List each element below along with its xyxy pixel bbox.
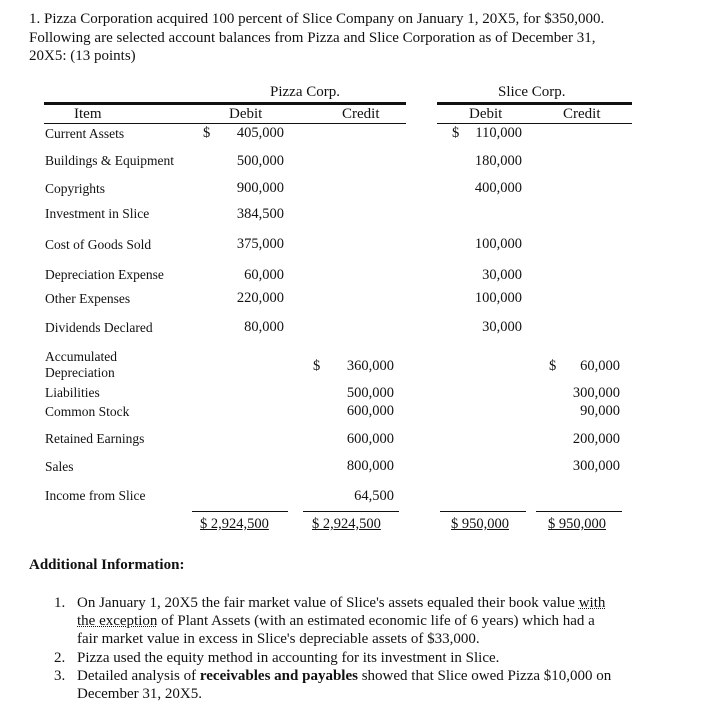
slice-debit-value: 30,000	[482, 319, 522, 335]
slice-debit-value: 110,000	[475, 125, 522, 141]
currency-symbol: $	[313, 358, 321, 374]
total-rule-pizza-credit	[303, 511, 399, 512]
total-slice-credit: $ 950,000	[548, 516, 606, 532]
list-number: 3.	[54, 668, 66, 684]
col-header-pizza-debit: Debit	[229, 106, 263, 122]
pizza-credit-value: 360,000	[346, 358, 394, 374]
pizza-debit-value: 375,000	[236, 236, 284, 252]
row-label: Common Stock	[45, 404, 130, 419]
col-header-item: Item	[74, 106, 102, 122]
list-item-2-line-1: Pizza used the equity method in accounting for its investment in Slice.	[77, 650, 500, 666]
slice-credit-value: 300,000	[572, 385, 620, 401]
total-rule-slice-debit	[440, 511, 526, 512]
currency-symbol: $	[203, 125, 211, 141]
additional-heading: Additional Information:	[29, 557, 185, 573]
question-line-2: Following are selected account balances from Pizza and Slice Corporation as of December 31,	[29, 30, 596, 46]
pizza-credit-value: 500,000	[346, 385, 394, 401]
subheader-rule-slice	[437, 123, 632, 124]
row-label: Depreciation	[45, 365, 115, 380]
slice-credit-value: 60,000	[580, 358, 620, 374]
row-label: Current Assets	[45, 126, 125, 141]
row-label: Income from Slice	[45, 488, 146, 503]
pizza-corp-header: Pizza Corp.	[270, 84, 340, 100]
total-rule-slice-credit	[536, 511, 622, 512]
pizza-credit-value: 800,000	[346, 458, 394, 474]
slice-debit-value: 30,000	[482, 267, 522, 283]
row-label: Retained Earnings	[45, 431, 145, 446]
pizza-debit-value: 60,000	[244, 267, 284, 283]
row-label: Liabilities	[45, 385, 100, 400]
pizza-debit-value: 220,000	[236, 290, 284, 306]
pizza-credit-value: 64,500	[354, 488, 394, 504]
list-item-3-line-2: December 31, 20X5.	[77, 686, 202, 702]
slice-credit-value: 300,000	[572, 458, 620, 474]
slice-debit-value: 100,000	[474, 236, 522, 252]
list-item-3-line-1: Detailed analysis of receivables and payables showed that Slice owed Pizza $10,000 on	[77, 668, 612, 684]
col-header-slice-credit: Credit	[563, 106, 601, 122]
subheader-rule-pizza	[44, 123, 406, 124]
row-label: Dividends Declared	[45, 320, 153, 335]
total-slice-debit: $ 950,000	[451, 516, 509, 532]
list-item-1-line-3: fair market value in excess in Slice's depreciable assets of $33,000.	[77, 631, 480, 647]
slice-debit-value: 400,000	[474, 180, 522, 196]
row-label: Other Expenses	[45, 291, 131, 306]
col-header-slice-debit: Debit	[469, 106, 503, 122]
total-pizza-credit: $ 2,924,500	[312, 516, 381, 532]
slice-debit-value: 180,000	[474, 153, 522, 169]
currency-symbol: $	[549, 358, 557, 374]
slice-credit-value: 200,000	[572, 431, 620, 447]
row-label: Investment in Slice	[45, 206, 150, 221]
question-line-1: 1. Pizza Corporation acquired 100 percent of Slice Company on January 1, 20X5, for $350,000.	[29, 11, 605, 27]
list-item-1-line-1: On January 1, 20X5 the fair market value of Slice's assets equaled their book value with	[77, 595, 606, 611]
pizza-debit-value: 500,000	[236, 153, 284, 169]
row-label: Buildings & Equipment	[45, 153, 175, 168]
slice-debit-value: 100,000	[474, 290, 522, 306]
row-label: Depreciation Expense	[45, 267, 164, 282]
pizza-debit-value: 384,500	[236, 206, 284, 222]
question-line-3: 20X5: (13 points)	[29, 48, 136, 64]
list-number: 2.	[54, 650, 66, 666]
list-number: 1.	[54, 595, 66, 611]
currency-symbol: $	[452, 125, 460, 141]
row-label: Cost of Goods Sold	[45, 237, 152, 252]
pizza-debit-value: 405,000	[236, 125, 284, 141]
slice-corp-header: Slice Corp.	[498, 84, 566, 100]
pizza-credit-value: 600,000	[346, 403, 394, 419]
total-rule-pizza-debit	[192, 511, 288, 512]
header-rule-pizza	[44, 102, 406, 105]
pizza-credit-value: 600,000	[346, 431, 394, 447]
row-label: Copyrights	[45, 181, 106, 196]
header-rule-slice	[437, 102, 632, 105]
pizza-debit-value: 900,000	[236, 180, 284, 196]
col-header-pizza-credit: Credit	[342, 106, 380, 122]
row-label: Sales	[45, 459, 74, 474]
list-item-1-line-2: the exception of Plant Assets (with an estimated economic life of 6 years) which had a	[77, 613, 595, 629]
slice-credit-value: 90,000	[580, 403, 620, 419]
pizza-debit-value: 80,000	[244, 319, 284, 335]
row-label: Accumulated	[45, 349, 117, 364]
total-pizza-debit: $ 2,924,500	[200, 516, 269, 532]
